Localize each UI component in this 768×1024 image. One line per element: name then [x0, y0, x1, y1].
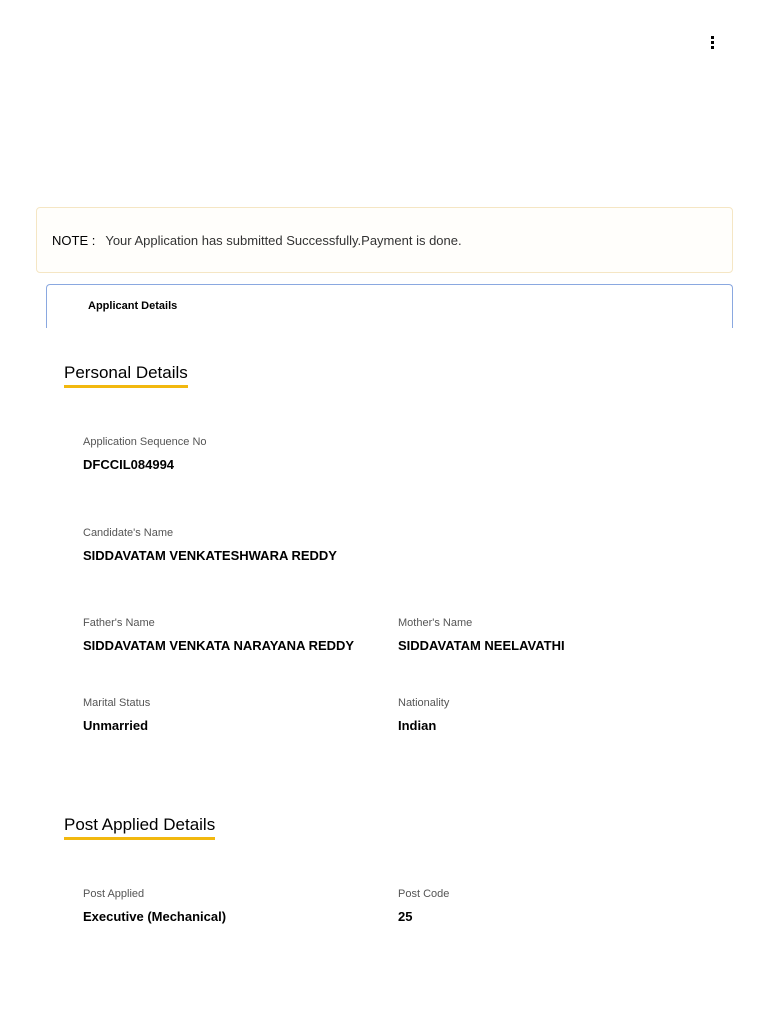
- tab-applicant-details[interactable]: Applicant Details: [88, 300, 178, 312]
- field-label: Marital Status: [83, 697, 151, 709]
- note-label: NOTE :: [52, 232, 96, 248]
- field-value: Indian: [398, 718, 437, 733]
- field-value: DFCCIL084994: [83, 457, 175, 472]
- applicant-details-panel: [46, 284, 733, 328]
- field-label: Father's Name: [83, 617, 155, 629]
- nationality-field: [398, 696, 449, 734]
- field-value: SIDDAVATAM NEELAVATHI: [398, 638, 565, 653]
- field-label: Mother's Name: [398, 617, 473, 629]
- more-vertical-icon[interactable]: [700, 32, 724, 52]
- personal-details-heading: Personal Details: [64, 362, 188, 388]
- field-label: Post Code: [398, 888, 450, 900]
- field-value: Unmarried: [83, 718, 149, 733]
- field-label: Post Applied: [83, 888, 145, 900]
- field-label: Candidate's Name: [83, 527, 174, 539]
- note-text: Your Application has submitted Successfully.Payment is done.: [105, 232, 462, 248]
- field-value: SIDDAVATAM VENKATESHWARA REDDY: [83, 548, 337, 563]
- post-applied-details-heading: Post Applied Details: [64, 814, 215, 840]
- field-value: 25: [398, 909, 413, 924]
- marital-status-field: [83, 696, 150, 734]
- menu-dot: [711, 36, 714, 39]
- menu-dot: [711, 41, 714, 44]
- field-label: Application Sequence No: [83, 436, 207, 448]
- field-value: Executive (Mechanical): [83, 909, 227, 924]
- post-code-field: [398, 887, 449, 925]
- success-note: [36, 207, 733, 273]
- field-label: Nationality: [398, 697, 450, 709]
- field-value: SIDDAVATAM VENKATA NARAYANA REDDY: [83, 638, 355, 653]
- father-name-field: [83, 616, 354, 654]
- candidate-name-field: [83, 526, 337, 564]
- application-sequence-field: [83, 435, 207, 473]
- mother-name-field: [398, 616, 565, 654]
- menu-dot: [711, 46, 714, 49]
- post-applied-field: [83, 887, 226, 925]
